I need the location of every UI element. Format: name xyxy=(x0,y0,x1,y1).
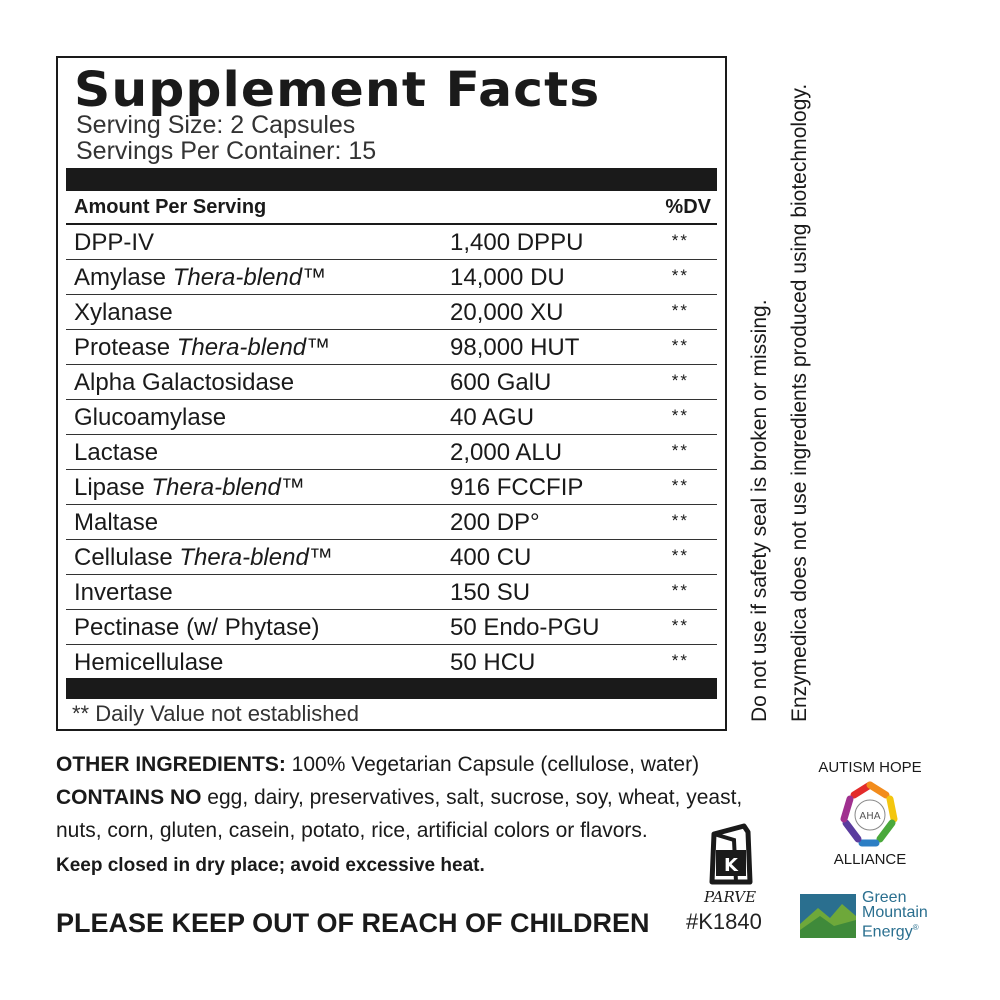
nutrient-row xyxy=(66,260,717,295)
nutrient-dv: ** xyxy=(671,406,689,425)
nutrient-name xyxy=(74,299,173,327)
nutrient-amount: 50 Endo-PGU xyxy=(450,614,600,641)
other-ingredients-label: OTHER INGREDIENTS: xyxy=(56,753,286,776)
panel-title: Supplement Facts xyxy=(74,62,601,118)
nutrient-row xyxy=(66,435,717,470)
aha-bottom-text: ALLIANCE xyxy=(833,851,907,868)
nutrient-row xyxy=(66,645,717,680)
nutrient-name xyxy=(74,369,294,397)
contains-no-line xyxy=(56,781,756,814)
daily-value-footnote: ** Daily Value not established xyxy=(72,701,359,726)
nutrient-row xyxy=(66,540,717,575)
gme-line-1: Green xyxy=(862,889,907,906)
nutrient-amount: 400 CU xyxy=(450,544,532,571)
nutrient-name-text: Amylase xyxy=(74,264,173,291)
nutrient-row xyxy=(66,225,717,260)
nutrient-dv: ** xyxy=(671,511,689,530)
other-ingredients-text: 100% Vegetarian Capsule (cellulose, water) xyxy=(285,753,700,776)
nutrient-name-text: Xylanase xyxy=(74,299,173,326)
nutrient-blend: Thera-blend™ xyxy=(151,474,305,501)
nutrient-rows xyxy=(66,225,717,680)
kosher-code: #K1840 xyxy=(686,909,762,934)
nutrient-name-text: DPP-IV xyxy=(74,229,155,256)
nutrient-row xyxy=(66,505,717,540)
nutrient-row xyxy=(66,295,717,330)
aha-center-text: AHA xyxy=(859,811,881,822)
nutrient-name-text: Invertase xyxy=(74,579,173,606)
gme-line-3 xyxy=(862,920,928,939)
nutrient-dv: ** xyxy=(671,476,689,495)
nutrient-amount: 150 SU xyxy=(450,579,531,606)
nutrient-dv: ** xyxy=(671,301,689,320)
nutrient-name xyxy=(74,229,154,257)
nutrient-amount: 20,000 XU xyxy=(450,299,564,326)
safety-seal-notice: Do not use if safety seal is broken or missing. xyxy=(748,299,771,722)
nutrient-amount: 50 HCU xyxy=(450,649,536,676)
gme-line-3-text: Energy xyxy=(862,923,913,941)
aha-top-text: AUTISM HOPE xyxy=(818,759,922,776)
ingredients-section xyxy=(56,748,756,882)
autism-hope-alliance-logo xyxy=(800,755,940,875)
nutrient-name xyxy=(74,404,226,432)
nutrient-amount: 98,000 HUT xyxy=(450,334,580,361)
storage-instructions: Keep closed in dry place; avoid excessive heat. xyxy=(56,855,485,876)
nutrient-name xyxy=(74,334,330,362)
nutrient-amount: 200 DP° xyxy=(450,509,540,536)
nutrient-amount: 14,000 DU xyxy=(450,264,565,291)
nutrient-dv: ** xyxy=(671,231,689,250)
nutrient-row xyxy=(66,400,717,435)
nutrient-name-text: Alpha Galactosidase xyxy=(74,369,295,396)
nutrient-name xyxy=(74,649,223,677)
nutrient-dv: ** xyxy=(671,651,689,670)
nutrient-amount: 2,000 ALU xyxy=(450,439,563,466)
nutrient-name xyxy=(74,474,305,502)
aha-ring-icon xyxy=(832,779,908,849)
contains-no-label: CONTAINS NO xyxy=(56,786,202,809)
nutrient-name-text: Lactase xyxy=(74,439,159,466)
nutrient-name xyxy=(74,509,158,537)
nutrient-row xyxy=(66,470,717,505)
nutrient-amount: 40 AGU xyxy=(450,404,535,431)
nutrient-name-text: Hemicellulase xyxy=(74,649,224,676)
nutrient-name-text: Maltase xyxy=(74,509,159,536)
nutrient-dv: ** xyxy=(671,266,689,285)
gme-wordmark xyxy=(862,890,928,939)
gme-registered-mark: ® xyxy=(912,923,919,932)
nutrient-dv: ** xyxy=(671,371,689,390)
kosher-letter: K xyxy=(724,855,738,876)
nutrient-name-text: Protease xyxy=(74,334,177,361)
serving-size: Serving Size: 2 Capsules xyxy=(76,111,356,139)
nutrient-name-text: Glucoamylase xyxy=(74,404,227,431)
nutrient-name-text: Cellulase xyxy=(74,544,180,571)
nutrient-row xyxy=(66,365,717,400)
nutrient-name-text: Pectinase (w/ Phytase) xyxy=(74,614,320,641)
nutrient-blend: Thera-blend™ xyxy=(172,264,327,291)
biotechnology-notice: Enzymedica does not use ingredients produced using biotechnology. xyxy=(788,83,811,722)
child-warning: PLEASE KEEP OUT OF REACH OF CHILDREN xyxy=(56,908,650,938)
nutrient-dv: ** xyxy=(671,581,689,600)
nutrient-dv: ** xyxy=(671,441,689,460)
amount-per-serving-header: Amount Per Serving xyxy=(74,196,267,218)
supplement-facts-panel xyxy=(56,56,727,731)
nutrient-dv: ** xyxy=(671,336,689,355)
nutrient-name xyxy=(74,264,326,292)
nutrient-name xyxy=(74,439,158,467)
nutrient-amount: 1,400 DPPU xyxy=(450,229,584,256)
nutrient-dv: ** xyxy=(671,546,689,565)
kosher-parve: PARVE xyxy=(703,888,757,906)
nutrient-row xyxy=(66,575,717,610)
nutrient-name xyxy=(74,614,319,642)
nutrient-blend: Thera-blend™ xyxy=(179,544,333,571)
daily-value-header: %DV xyxy=(665,196,711,218)
gme-line-2: Mountain xyxy=(862,904,928,921)
nutrient-amount: 600 GalU xyxy=(450,369,552,396)
nutrient-name xyxy=(74,579,173,607)
header-divider-bar xyxy=(66,168,717,191)
nutrient-name xyxy=(74,544,333,572)
footer-divider-bar xyxy=(66,678,717,699)
mountain-icon xyxy=(800,894,856,938)
green-mountain-energy-logo xyxy=(800,890,970,944)
nutrient-blend: Thera-blend™ xyxy=(176,334,331,361)
contains-no-line-2: nuts, corn, gluten, casein, potato, rice, artificial colors or flavors. xyxy=(56,819,648,842)
nutrient-amount: 916 FCCFIP xyxy=(450,474,584,501)
nutrient-row xyxy=(66,330,717,365)
other-ingredients-line xyxy=(56,748,756,781)
servings-per-container: Servings Per Container: 15 xyxy=(76,137,377,165)
nutrient-row xyxy=(66,610,717,645)
nutrient-name-text: Lipase xyxy=(74,474,152,501)
nutrient-dv: ** xyxy=(671,616,689,635)
contains-no-text-1: egg, dairy, preservatives, salt, sucrose, soy, wheat, yeast, xyxy=(201,786,743,809)
